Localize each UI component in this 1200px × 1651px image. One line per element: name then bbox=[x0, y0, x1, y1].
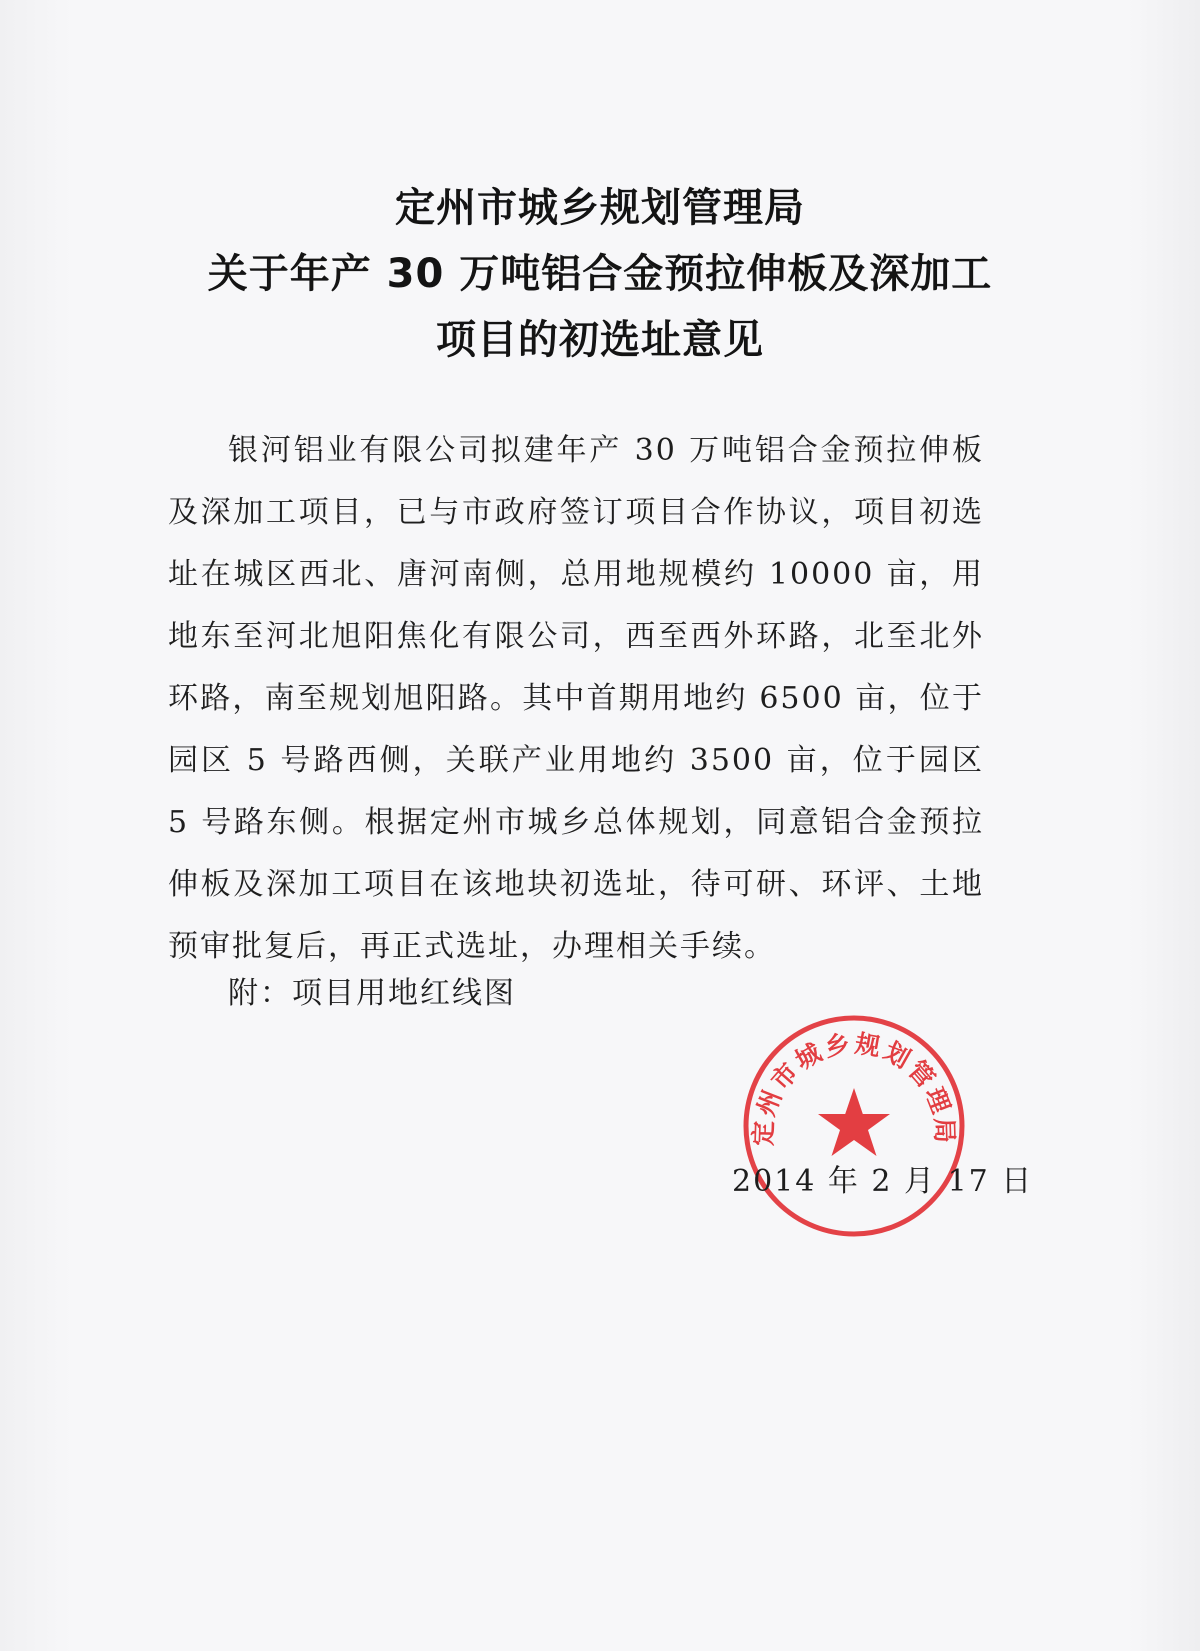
seal-star-icon bbox=[818, 1088, 890, 1156]
document-title-line-1: 定州市城乡规划管理局 bbox=[395, 185, 805, 231]
official-seal-stamp bbox=[738, 1010, 970, 1242]
document-title-line-2: 关于年产 30 万吨铝合金预拉伸板及深加工 bbox=[207, 251, 993, 297]
document-title-line-3: 项目的初选址意见 bbox=[436, 317, 764, 363]
document-date: 2014 年 2 月 17 日 bbox=[732, 1164, 1034, 1199]
seal-lettering: 定州市城乡规划管理局 bbox=[748, 1028, 960, 1147]
document-body: 银河铝业有限公司拟建年产 30 万吨铝合金预拉伸板及深加工项目，已与市政府签订项目合作协议，项目初选址在城区西北、唐河南侧，总用地规模约 10000 亩，用地东至河北旭阳焦化有限公司，西至西外环路，北至北外环路，南至规划旭阳路。其中首期用地约 6500 亩，位于园区 5 号路西侧，关联产业用地约 3500 亩，位于园区 5 号路东侧。根据定州市城乡总体规划，同意铝合金预拉伸板及深加工项目在该地块初选址，待可研、环评、土地预审批复后，再正式选址，办理相关手续。 bbox=[168, 433, 984, 964]
attachment-note: 附：项目用地红线图 bbox=[228, 976, 516, 1011]
